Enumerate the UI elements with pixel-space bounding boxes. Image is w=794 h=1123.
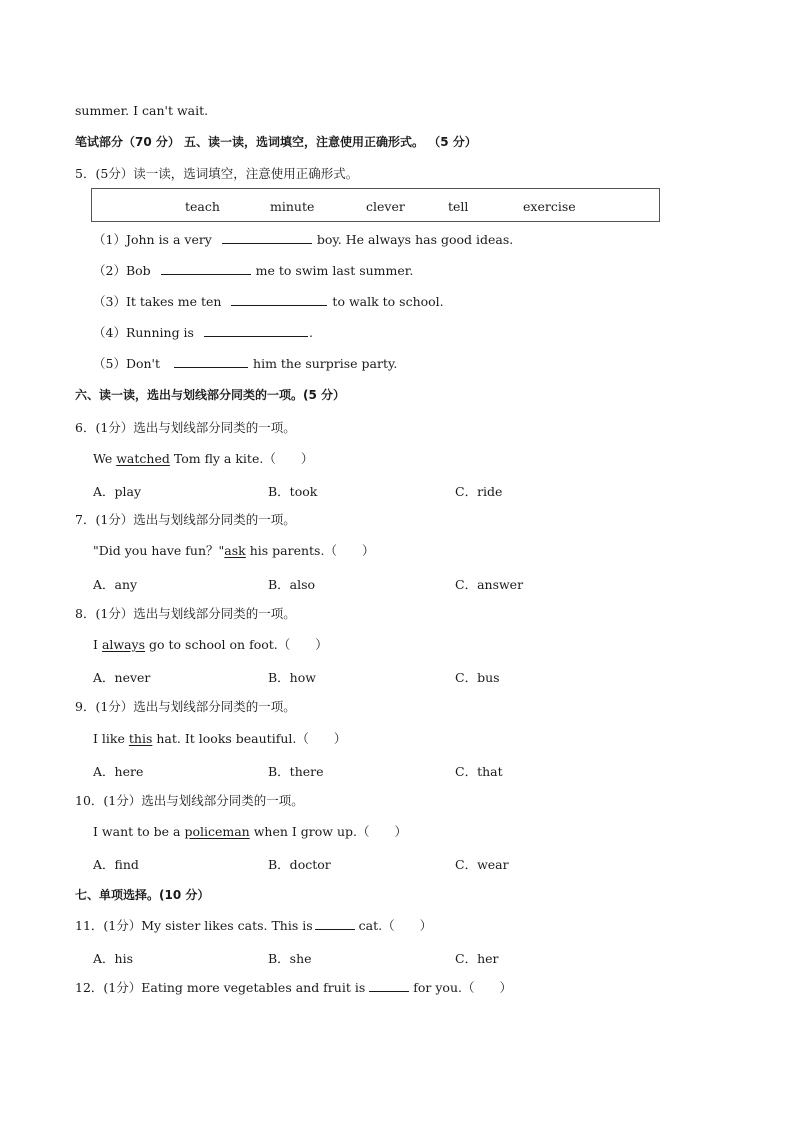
item-text-after: him the surprise party.: [253, 356, 398, 371]
word-bank-box: [91, 188, 660, 222]
q5-item-1: [93, 232, 513, 248]
q5-item-4: [93, 325, 313, 341]
q7-stem: 7．(1分）选出与划线部分同类的一项。: [75, 512, 296, 527]
section7-header: 七、单项选择。(10 分）: [75, 888, 210, 902]
answer-blank[interactable]: [231, 294, 327, 306]
item-number: （1）: [93, 232, 126, 247]
intro-tail: summer. I can't wait.: [75, 103, 209, 118]
q7-option-b[interactable]: B．also: [268, 577, 316, 592]
q11-option-c[interactable]: C．her: [455, 951, 499, 966]
underlined-word: this: [128, 731, 153, 746]
sentence-pre: I want to be a: [93, 824, 181, 839]
q10-sentence: [93, 824, 407, 840]
q8-sentence: [93, 637, 328, 653]
q6-sentence: [93, 451, 313, 467]
q6-option-c[interactable]: C．ride: [455, 484, 503, 499]
q10-option-b[interactable]: B．doctor: [268, 857, 331, 872]
q8-option-b[interactable]: B．how: [268, 670, 316, 685]
q9-sentence: [93, 731, 346, 747]
sentence-post: go to school on foot.（ ）: [149, 637, 328, 652]
item-text-after: me to swim last summer.: [255, 263, 414, 278]
item-text-before: Bob: [125, 263, 151, 278]
item-text-after: to walk to school.: [332, 294, 444, 309]
item-number: （5）: [93, 356, 126, 371]
q9-option-a[interactable]: A．here: [93, 764, 144, 779]
stem-post: cat.（ ）: [358, 918, 433, 933]
word-bank-word: clever: [366, 199, 405, 214]
word-bank-word: exercise: [523, 199, 576, 214]
answer-blank[interactable]: [161, 263, 251, 275]
q5-item-2: [93, 263, 413, 279]
q6-stem: 6．(1分）选出与划线部分同类的一项。: [75, 420, 296, 435]
section6-header: 六、读一读，选出与划线部分同类的一项。(5 分）: [75, 388, 346, 402]
item-text-before: John is a very: [125, 232, 212, 247]
q11-stem: [75, 918, 432, 934]
sentence-post: his parents.（ ）: [249, 543, 375, 558]
sentence-post: when I grow up.（ ）: [253, 824, 408, 839]
sentence-pre: We: [93, 451, 113, 466]
q6-option-a[interactable]: A．play: [93, 484, 142, 499]
answer-blank[interactable]: [222, 232, 312, 244]
stem-post: for you.（ ）: [413, 980, 512, 995]
q11-option-a[interactable]: A．his: [93, 951, 133, 966]
q7-option-c[interactable]: C．answer: [455, 577, 524, 592]
underlined-word: always: [101, 637, 146, 652]
answer-blank[interactable]: [369, 980, 409, 992]
q9-option-b[interactable]: B．there: [268, 764, 324, 779]
q8-option-a[interactable]: A．never: [93, 670, 151, 685]
answer-blank[interactable]: [174, 356, 248, 368]
stem-pre: 11．(1分）My sister likes cats. This is: [75, 918, 313, 933]
underlined-word: ask: [224, 543, 246, 558]
underlined-word: watched: [116, 451, 170, 466]
q7-sentence: [93, 543, 374, 559]
item-text-before: It takes me ten: [125, 294, 222, 309]
item-text-before: Running is: [125, 325, 194, 340]
q7-option-a[interactable]: A．any: [93, 577, 138, 592]
answer-blank[interactable]: [204, 325, 308, 337]
q11-option-b[interactable]: B．she: [268, 951, 312, 966]
answer-blank[interactable]: [315, 918, 355, 930]
q10-option-c[interactable]: C．wear: [455, 857, 509, 872]
word-bank-word: minute: [270, 199, 315, 214]
sentence-pre: I: [93, 637, 98, 652]
q9-option-c[interactable]: C．that: [455, 764, 503, 779]
sentence-pre: "Did you have fun？": [93, 543, 225, 558]
word-bank-word: tell: [448, 199, 469, 214]
item-text-before: Don't: [125, 356, 161, 371]
item-number: （3）: [93, 294, 126, 309]
item-text-after: .: [308, 325, 313, 340]
q5-item-3: [93, 294, 444, 310]
section5-header: 笔试部分（70 分） 五、读一读，选词填空，注意使用正确形式。 （5 分）: [75, 135, 477, 149]
sentence-post: hat. It looks beautiful.（ ）: [156, 731, 347, 746]
q8-option-c[interactable]: C．bus: [455, 670, 500, 685]
q12-stem: [75, 980, 512, 996]
stem-pre: 12．(1分）Eating more vegetables and fruit is: [75, 980, 366, 995]
sentence-pre: I like: [93, 731, 125, 746]
item-text-after: boy. He always has good ideas.: [316, 232, 514, 247]
q8-stem: 8．(1分）选出与划线部分同类的一项。: [75, 606, 296, 621]
sentence-post: Tom fly a kite.（ ）: [173, 451, 314, 466]
q5-item-5: [93, 356, 397, 372]
item-number: （2）: [93, 263, 126, 278]
q9-stem: 9．(1分）选出与划线部分同类的一项。: [75, 699, 296, 714]
item-number: （4）: [93, 325, 126, 340]
q5-stem: 5．(5分）读一读，选词填空，注意使用正确形式。: [75, 166, 359, 181]
word-bank-word: teach: [185, 199, 220, 214]
q10-option-a[interactable]: A．find: [93, 857, 139, 872]
q10-stem: 10．(1分）选出与划线部分同类的一项。: [75, 793, 304, 808]
q6-option-b[interactable]: B．took: [268, 484, 318, 499]
underlined-word: policeman: [184, 824, 250, 839]
